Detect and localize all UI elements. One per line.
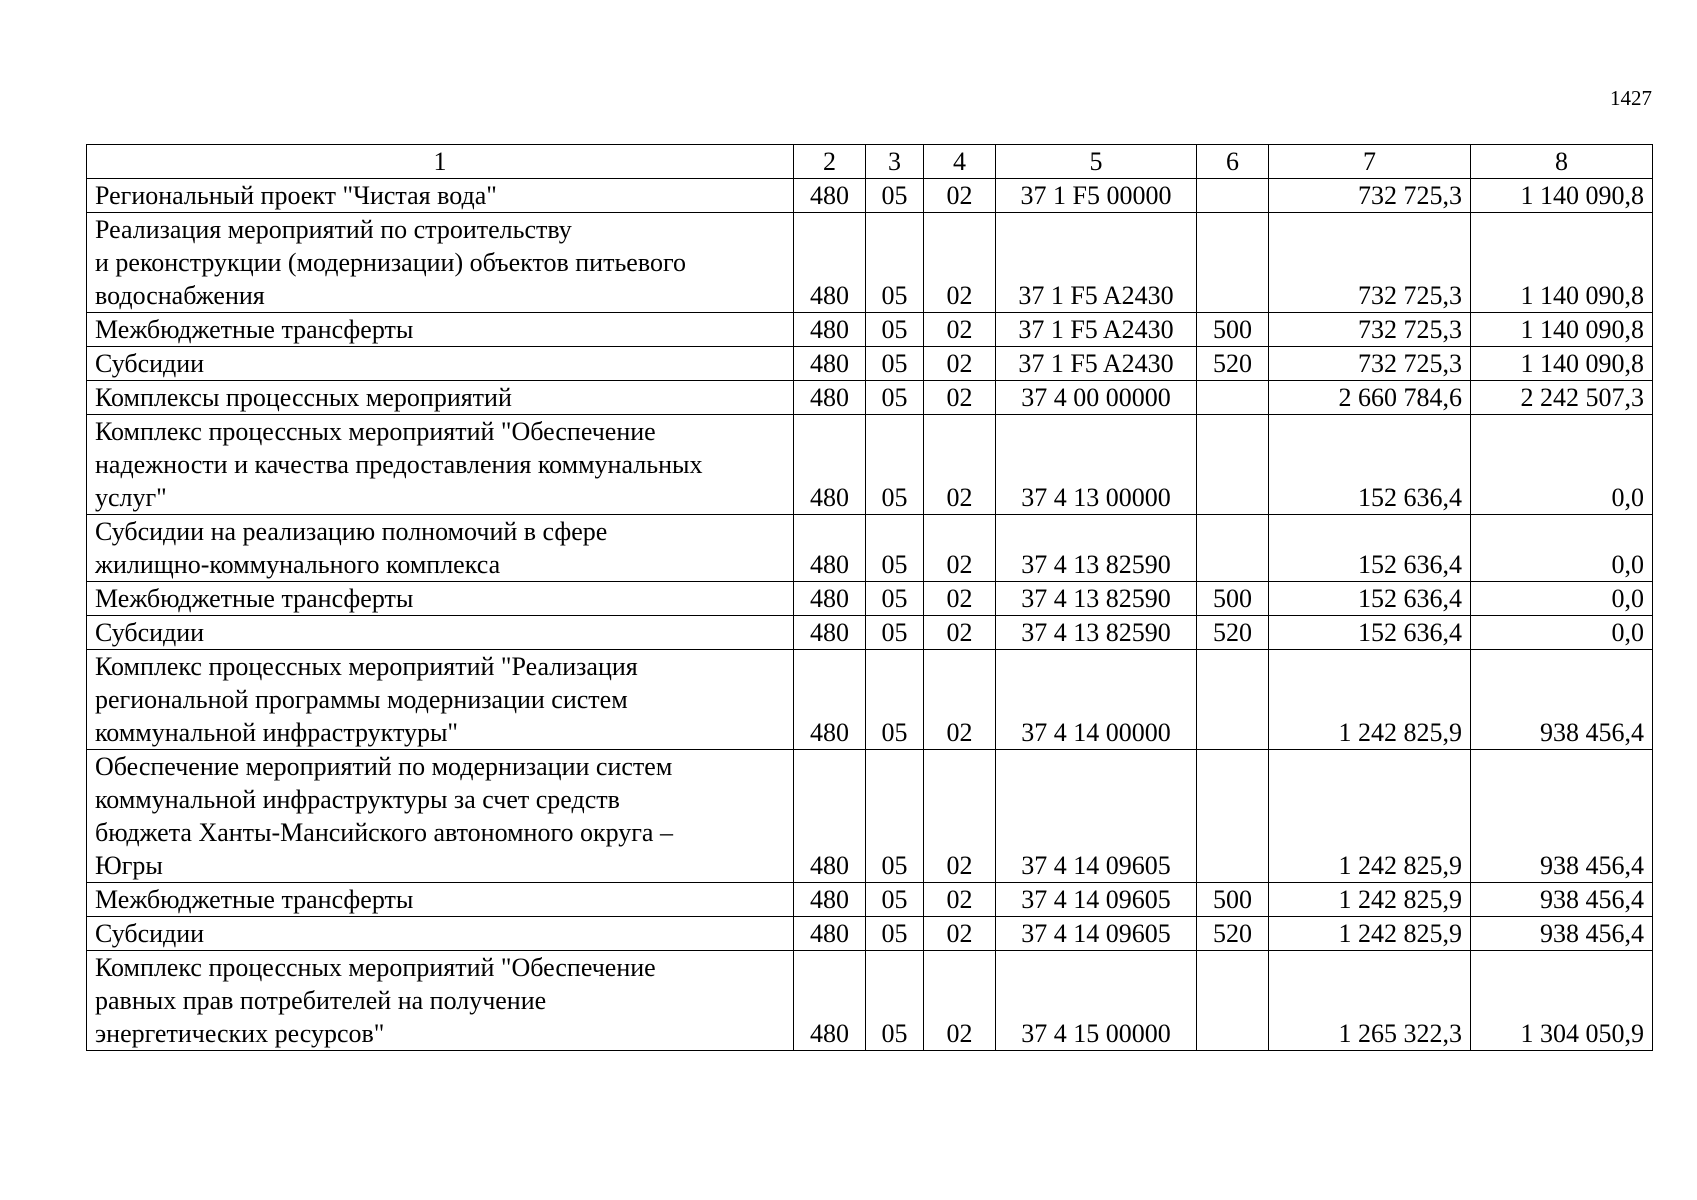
table-row	[87, 515, 1653, 582]
row-section-cell: 05	[866, 750, 924, 883]
row-amount-col7-cell: 732 725,3	[1269, 213, 1471, 313]
row-amount-col8-cell: 0,0	[1471, 415, 1653, 515]
table-body	[87, 179, 1653, 1051]
row-amount-col8-cell: 2 242 507,3	[1471, 381, 1653, 415]
row-code-cell: 480	[794, 313, 866, 347]
row-amount-col8-cell: 1 140 090,8	[1471, 313, 1653, 347]
row-target-article-cell: 37 4 00 00000	[996, 381, 1197, 415]
row-target-article-cell: 37 4 13 82590	[996, 515, 1197, 582]
row-amount-col8-cell: 938 456,4	[1471, 650, 1653, 750]
row-amount-col8-cell: 1 304 050,9	[1471, 951, 1653, 1051]
row-name-cell: Обеспечение мероприятий по модернизации систем коммунальной инфраструктуры за счет средств бюджета Ханты-Мансийского автономного округа – Югры	[87, 750, 794, 883]
row-name-cell: Региональный проект "Чистая вода"	[87, 179, 794, 213]
table-row	[87, 415, 1653, 515]
row-name-cell: Межбюджетные трансферты	[87, 582, 794, 616]
row-amount-col7-cell: 732 725,3	[1269, 347, 1471, 381]
row-amount-col7-cell: 152 636,4	[1269, 582, 1471, 616]
row-name-cell: Межбюджетные трансферты	[87, 313, 794, 347]
row-subsection-cell: 02	[924, 650, 996, 750]
row-target-article-cell: 37 4 13 82590	[996, 582, 1197, 616]
row-expense-type-cell: 520	[1197, 347, 1269, 381]
row-subsection-cell: 02	[924, 415, 996, 515]
column-header: 1	[87, 145, 794, 179]
row-expense-type-cell	[1197, 415, 1269, 515]
row-subsection-cell: 02	[924, 213, 996, 313]
table-row	[87, 883, 1653, 917]
column-header: 6	[1197, 145, 1269, 179]
table-row	[87, 381, 1653, 415]
row-code-cell: 480	[794, 179, 866, 213]
table-row	[87, 650, 1653, 750]
row-amount-col8-cell: 0,0	[1471, 616, 1653, 650]
row-code-cell: 480	[794, 515, 866, 582]
row-expense-type-cell	[1197, 650, 1269, 750]
row-subsection-cell: 02	[924, 313, 996, 347]
row-amount-col7-cell: 152 636,4	[1269, 616, 1471, 650]
row-code-cell: 480	[794, 347, 866, 381]
row-code-cell: 480	[794, 213, 866, 313]
row-code-cell: 480	[794, 650, 866, 750]
row-target-article-cell: 37 4 14 00000	[996, 650, 1197, 750]
row-expense-type-cell: 520	[1197, 616, 1269, 650]
row-amount-col7-cell: 152 636,4	[1269, 415, 1471, 515]
row-subsection-cell: 02	[924, 381, 996, 415]
row-subsection-cell: 02	[924, 750, 996, 883]
row-amount-col7-cell: 1 242 825,9	[1269, 917, 1471, 951]
row-section-cell: 05	[866, 179, 924, 213]
row-amount-col7-cell: 732 725,3	[1269, 179, 1471, 213]
table-row	[87, 616, 1653, 650]
row-section-cell: 05	[866, 951, 924, 1051]
column-header: 5	[996, 145, 1197, 179]
row-amount-col8-cell: 1 140 090,8	[1471, 179, 1653, 213]
row-expense-type-cell: 500	[1197, 313, 1269, 347]
row-expense-type-cell: 500	[1197, 582, 1269, 616]
row-section-cell: 05	[866, 213, 924, 313]
row-expense-type-cell	[1197, 381, 1269, 415]
row-amount-col8-cell: 938 456,4	[1471, 917, 1653, 951]
row-name-cell: Комплекс процессных мероприятий "Обеспечение равных прав потребителей на получение энергетических ресурсов"	[87, 951, 794, 1051]
row-section-cell: 05	[866, 917, 924, 951]
table-row	[87, 750, 1653, 883]
row-expense-type-cell	[1197, 750, 1269, 883]
column-header: 2	[794, 145, 866, 179]
row-code-cell: 480	[794, 415, 866, 515]
row-target-article-cell: 37 1 F5 A2430	[996, 313, 1197, 347]
row-expense-type-cell	[1197, 179, 1269, 213]
row-amount-col8-cell: 1 140 090,8	[1471, 347, 1653, 381]
column-header: 4	[924, 145, 996, 179]
row-code-cell: 480	[794, 750, 866, 883]
row-section-cell: 05	[866, 381, 924, 415]
row-name-cell: Реализация мероприятий по строительству и реконструкции (модернизации) объектов питьевого водоснабжения	[87, 213, 794, 313]
row-subsection-cell: 02	[924, 951, 996, 1051]
table-row	[87, 213, 1653, 313]
row-subsection-cell: 02	[924, 347, 996, 381]
row-amount-col8-cell: 1 140 090,8	[1471, 213, 1653, 313]
row-amount-col7-cell: 1 242 825,9	[1269, 883, 1471, 917]
row-section-cell: 05	[866, 313, 924, 347]
table-header-row	[87, 145, 1653, 179]
row-target-article-cell: 37 4 14 09605	[996, 917, 1197, 951]
column-header: 3	[866, 145, 924, 179]
row-section-cell: 05	[866, 883, 924, 917]
row-amount-col8-cell: 0,0	[1471, 582, 1653, 616]
table-row	[87, 179, 1653, 213]
row-name-cell: Комплекс процессных мероприятий "Обеспечение надежности и качества предоставления коммунальных услуг"	[87, 415, 794, 515]
table-row	[87, 917, 1653, 951]
row-amount-col7-cell: 1 242 825,9	[1269, 750, 1471, 883]
row-name-cell: Субсидии	[87, 616, 794, 650]
row-section-cell: 05	[866, 515, 924, 582]
budget-table	[86, 144, 1653, 1051]
row-expense-type-cell: 520	[1197, 917, 1269, 951]
column-header: 8	[1471, 145, 1653, 179]
row-code-cell: 480	[794, 917, 866, 951]
page-number: 1427	[1610, 86, 1652, 110]
row-amount-col7-cell: 732 725,3	[1269, 313, 1471, 347]
column-header: 7	[1269, 145, 1471, 179]
table-row	[87, 582, 1653, 616]
row-target-article-cell: 37 4 14 09605	[996, 750, 1197, 883]
table-row	[87, 951, 1653, 1051]
row-amount-col8-cell: 938 456,4	[1471, 883, 1653, 917]
row-section-cell: 05	[866, 650, 924, 750]
row-name-cell: Субсидии	[87, 347, 794, 381]
row-subsection-cell: 02	[924, 515, 996, 582]
row-section-cell: 05	[866, 347, 924, 381]
table-row	[87, 313, 1653, 347]
row-amount-col7-cell: 1 242 825,9	[1269, 650, 1471, 750]
row-target-article-cell: 37 1 F5 00000	[996, 179, 1197, 213]
row-name-cell: Субсидии	[87, 917, 794, 951]
row-section-cell: 05	[866, 415, 924, 515]
row-code-cell: 480	[794, 616, 866, 650]
row-code-cell: 480	[794, 381, 866, 415]
row-code-cell: 480	[794, 951, 866, 1051]
row-code-cell: 480	[794, 582, 866, 616]
row-amount-col7-cell: 152 636,4	[1269, 515, 1471, 582]
row-code-cell: 480	[794, 883, 866, 917]
row-amount-col7-cell: 2 660 784,6	[1269, 381, 1471, 415]
row-amount-col8-cell: 0,0	[1471, 515, 1653, 582]
row-target-article-cell: 37 4 15 00000	[996, 951, 1197, 1051]
table-row	[87, 347, 1653, 381]
row-target-article-cell: 37 1 F5 A2430	[996, 347, 1197, 381]
row-target-article-cell: 37 4 13 00000	[996, 415, 1197, 515]
row-expense-type-cell	[1197, 213, 1269, 313]
row-target-article-cell: 37 1 F5 A2430	[996, 213, 1197, 313]
row-section-cell: 05	[866, 616, 924, 650]
row-expense-type-cell	[1197, 951, 1269, 1051]
row-subsection-cell: 02	[924, 917, 996, 951]
row-amount-col8-cell: 938 456,4	[1471, 750, 1653, 883]
row-expense-type-cell: 500	[1197, 883, 1269, 917]
row-subsection-cell: 02	[924, 582, 996, 616]
row-name-cell: Комплекс процессных мероприятий "Реализация региональной программы модернизации систем коммунальной инфраструктуры"	[87, 650, 794, 750]
row-name-cell: Межбюджетные трансферты	[87, 883, 794, 917]
row-name-cell: Комплексы процессных мероприятий	[87, 381, 794, 415]
row-name-cell: Субсидии на реализацию полномочий в сфере жилищно-коммунального комплекса	[87, 515, 794, 582]
row-target-article-cell: 37 4 13 82590	[996, 616, 1197, 650]
row-subsection-cell: 02	[924, 179, 996, 213]
row-subsection-cell: 02	[924, 883, 996, 917]
row-expense-type-cell	[1197, 515, 1269, 582]
row-amount-col7-cell: 1 265 322,3	[1269, 951, 1471, 1051]
row-section-cell: 05	[866, 582, 924, 616]
row-target-article-cell: 37 4 14 09605	[996, 883, 1197, 917]
row-subsection-cell: 02	[924, 616, 996, 650]
